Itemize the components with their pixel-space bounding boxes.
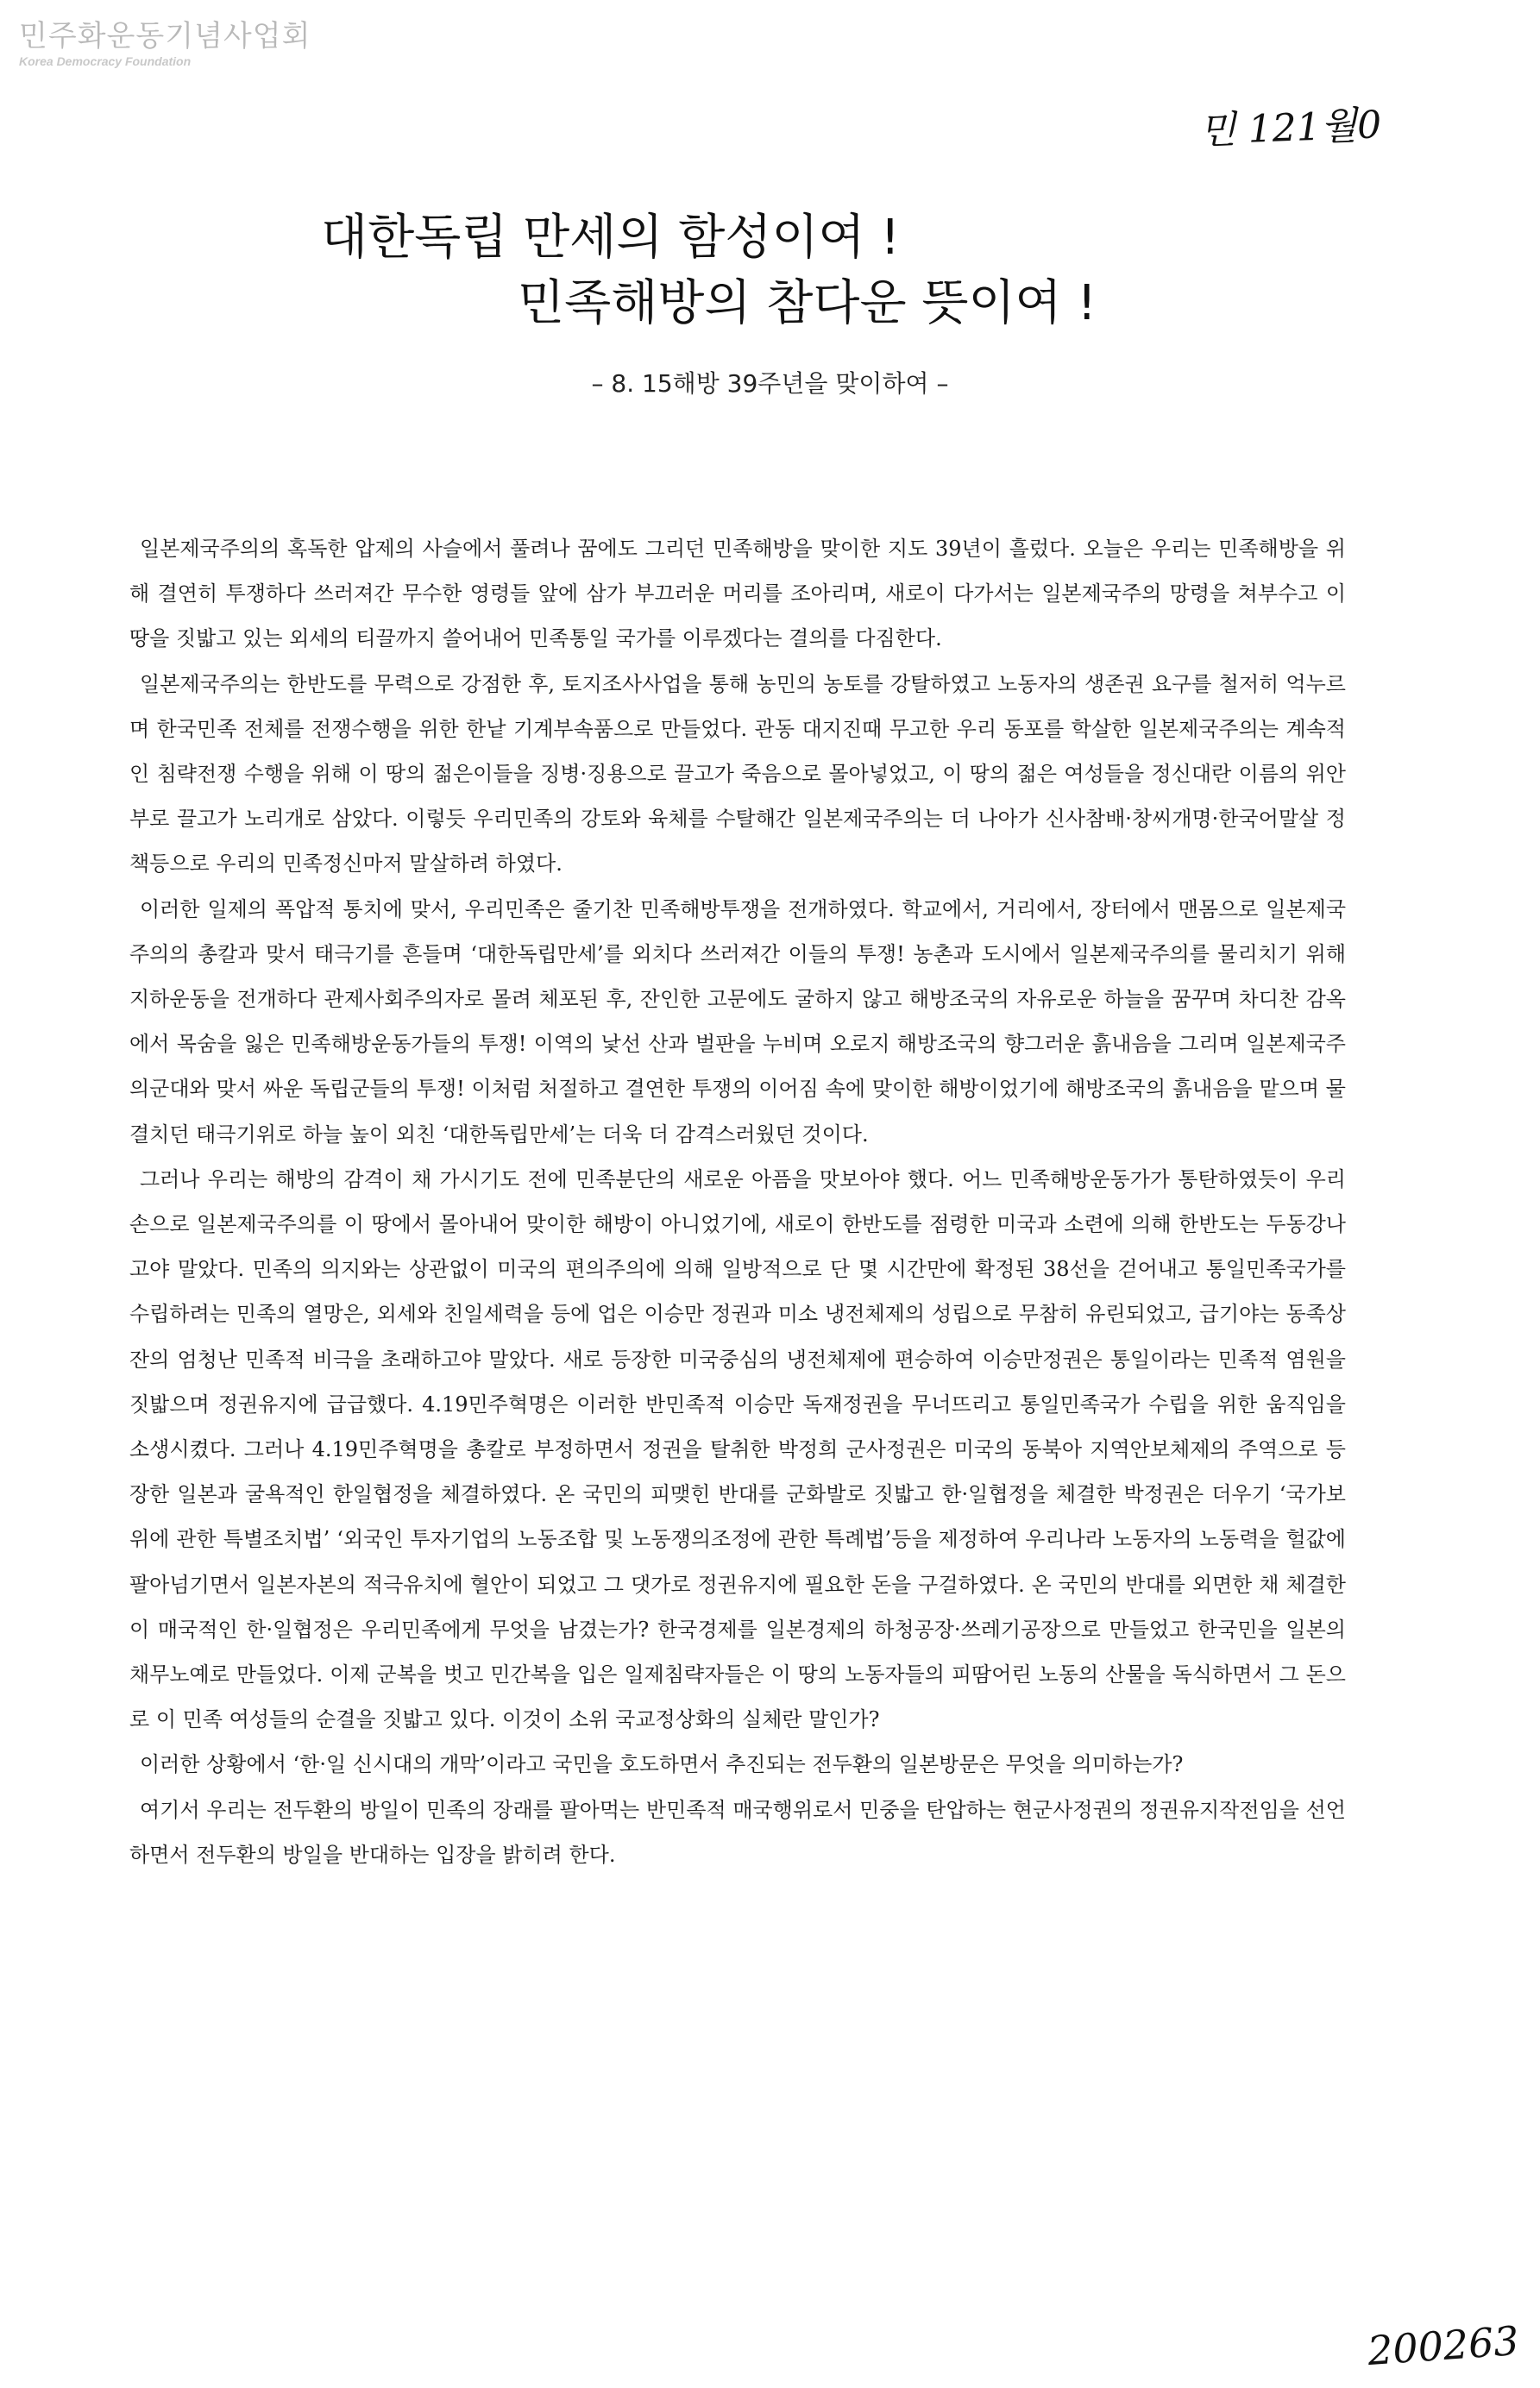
paragraph-2: 일본제국주의는 한반도를 무력으로 강점한 후, 토지조사사업을 통해 농민의 농토를 강탈하였고 노동자의 생존권 요구를 철저히 억누르며 한국민족 전체를 전쟁수행을 위한 한낱 기계부속품으로 만들었다. 관동 대지진때 무고한 우리 동포를 학살한 일본제국주의는 계속적인 침략전쟁 수행을 위해 이 땅의 젊은이들을 징병·징용으로 끌고가 죽음으로 몰아넣었고, 이 땅의 젊은 여성들을 정신대란 이름의 위안부로 끌고가 노리개로 삼았다. 이렇듯 우리민족의 강토와 육체를 수탈해간 일본제국주의는 더 나아가 신사참배·창씨개명·한국어말살 정책등으로 우리의 민족정신마저 말살하려 하였다. [129,671,1346,877]
handwritten-archive-code: 민 121월0 [1198,103,1382,154]
title-line-1: 대한독립 만세의 함성이여 ! [321,210,900,266]
logo-english-text: Korea Democracy Foundation [19,54,192,68]
title-line-2: 민족해방의 참다운 뜻이여 ! [518,275,1097,331]
handwritten-page-number: 200263 [1366,2316,1521,2375]
document-body [129,526,1346,1877]
logo-korean-text: 민주화운동기념사업회 [19,19,311,53]
document-title [321,205,1097,336]
paragraph-1: 일본제국주의의 혹독한 압제의 사슬에서 풀려나 꿈에도 그리던 민족해방을 맞이한 지도 39년이 흘렀다. 오늘은 우리는 민족해방을 위해 결연히 투쟁하다 쓰러져간 무수한 영령들 앞에 삼가 부끄러운 머리를 조아리며, 새로이 다가서는 일본제국주의 망령을 쳐부수고 이 땅을 짓밟고 있는 외세의 티끌까지 쓸어내어 민족통일 국가를 이루겠다는 결의를 다짐한다. [129,537,1346,651]
paragraph-4: 그러나 우리는 해방의 감격이 채 가시기도 전에 민족분단의 새로운 아픔을 맛보아야 했다. 어느 민족해방운동가가 통탄하였듯이 우리 손으로 일본제국주의를 이 땅에서 몰아내어 맞이한 해방이 아니었기에, 새로이 한반도를 점령한 미국과 소련에 의해 한반도는 두동강나고야 말았다. 민족의 의지와는 상관없이 미국의 편의주의에 의해 일방적으로 단 몇 시간만에 확정된 38선을 걷어내고 통일민족국가를 수립하려는 민족의 열망은, 외세와 친일세력을 등에 업은 이승만 정권과 미소 냉전체제의 성립으로 무참히 유린되었고, 급기야는 동족상잔의 엄청난 민족적 비극을 초래하고야 말았다. 새로 등장한 미국중심의 냉전체제에 편승하여 이승만정권은 통일이라는 민족적 염원을 짓밟으며 정권유지에 급급했다. 4.19민주혁명은 이러한 반민족적 이승만 독재정권을 무너뜨리고 통일민족국가 수립을 위한 움직임을 소생시켰다. 그러나 4.19민주혁명을 총칼로 부정하면서 정권을 탈취한 박정희 군사정권은 미국의 동북아 지역안보체제의 주역으로 등장한 일본과 굴욕적인 한일협정을 체결하였다. 온 국민의 피맺힌 반대를 군화발로 짓밟고 한·일협정을 체결한 박정권은 더우기 ‘국가보위에 관한 특별조치법’ ‘외국인 투자기업의 노동조합 및 노동쟁의조정에 관한 특례법’등을 제정하여 우리나라 노동자의 노동력을 헐값에 팔아넘기면서 일본자본의 적극유치에 혈안이 되었고 그 댓가로 정권유지에 필요한 돈을 구걸하였다. 온 국민의 반대를 외면한 채 체결한 이 매국적인 한·일협정은 우리민족에게 무엇을 남겼는가? 한국경제를 일본경제의 하청공장·쓰레기공장으로 만들었고 한국민을 일본의 채무노예로 만들었다. 이제 군복을 벗고 민간복을 입은 일제침략자들은 이 땅의 노동자들의 피땀어린 노동의 산물을 독식하면서 그 돈으로 이 민족 여성들의 순결을 짓밟고 있다. 이것이 소위 국교정상화의 실체란 말인가? [129,1166,1346,1732]
paragraph-6: 여기서 우리는 전두환의 방일이 민족의 장래를 팔아먹는 반민족적 매국행위로서 민중을 탄압하는 현군사정권의 정권유지작전임을 선언하면서 전두환의 방일을 반대하는 입장을 밝히려 한다. [129,1797,1346,1867]
paragraph-3: 이러한 일제의 폭압적 통치에 맞서, 우리민족은 줄기찬 민족해방투쟁을 전개하였다. 학교에서, 거리에서, 장터에서 맨몸으로 일본제국주의의 총칼과 맞서 태극기를 흔들며 ‘대한독립만세’를 외치다 쓰러져간 이들의 투쟁! 농촌과 도시에서 일본제국주의를 물리치기 위해 지하운동을 전개하다 관제사회주의자로 몰려 체포된 후, 잔인한 고문에도 굴하지 않고 해방조국의 자유로운 하늘을 꿈꾸며 차디찬 감옥에서 목숨을 잃은 민족해방운동가들의 투쟁! 이역의 낯선 산과 벌판을 누비며 오로지 해방조국의 향그러운 흙내음을 그리며 일본제국주의군대와 맞서 싸운 독립군들의 투쟁! 이처럼 처절하고 결연한 투쟁의 이어짐 속에 맞이한 해방이었기에 해방조국의 흙내음을 맡으며 물결치던 태극기위로 하늘 높이 외친 ‘대한독립만세’는 더욱 더 감격스러웠던 것이다. [129,896,1346,1147]
foundation-logo [19,19,311,69]
document-subtitle: – 8. 15해방 39주년을 맞이하여 – [591,369,949,398]
paragraph-5: 이러한 상황에서 ‘한·일 신시대의 개막’이라고 국민을 호도하면서 추진되는 전두환의 일본방문은 무엇을 의미하는가? [140,1752,1184,1777]
